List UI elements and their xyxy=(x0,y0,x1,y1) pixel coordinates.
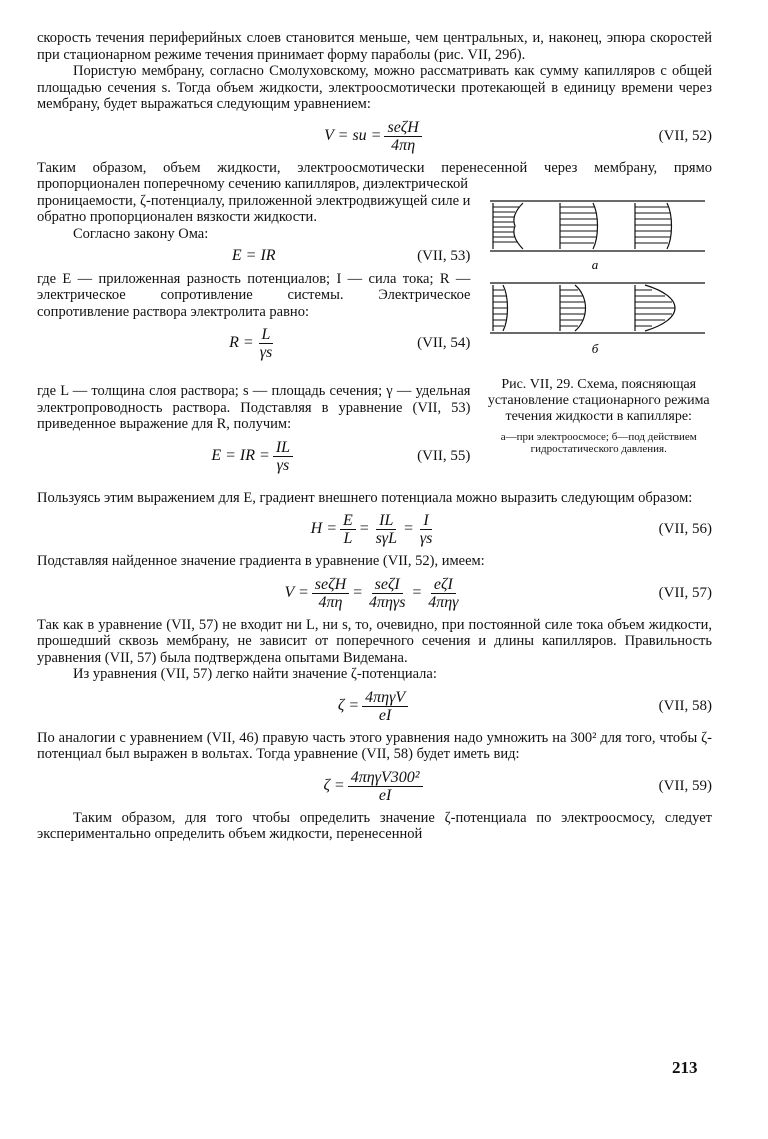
paragraph: Таким образом, для того чтобы определить значение ζ-потенциала по электроосмосу, следует экспериментально определить объем жидкости, перенесенной xyxy=(37,809,712,842)
figure-label-b: б xyxy=(592,340,599,356)
equation-vii-59: ζ = $\frac{\text{4πηγV300²}}{eI}$ (VII, 59) xyxy=(323,768,712,804)
capillary-flow-diagram xyxy=(485,193,710,363)
equation-vii-55: E = IR = $\frac{IL}{\gamma s}$ (VII, 55) xyxy=(211,438,471,474)
equation-number: (VII, 57) xyxy=(658,584,712,601)
equation-number: (VII, 55) xyxy=(417,447,471,464)
figure-caption: Рис. VII, 29. Схема, поясняющая установление стационарного режима течения жидкости в капилляре: xyxy=(487,377,710,424)
paragraph: Пористую мембрану, согласно Смолуховскому, можно рассматривать как сумму капилляров с общей площадью сечения s. Тогда объем жидкости, электроосмотически протекающей в единицу времени через мембрану, будет выражаться следующим уравнением: xyxy=(37,63,712,112)
equation-number: (VII, 58) xyxy=(658,697,712,714)
paragraph: Таким образом, объем жидкости, электроосмотически перенесенной через мембрану, прямо пропорционален поперечному сечению капилляров, диэлектрической xyxy=(37,159,712,192)
paragraph: Согласно закону Ома: xyxy=(73,225,209,242)
equation-vii-58: ζ = $\frac{\text{4πηγV}}{eI}$ (VII, 58) xyxy=(337,688,712,724)
equation-number: (VII, 52) xyxy=(658,127,712,144)
paragraph: Так как в уравнение (VII, 57) не входит ни L, ни s, то, очевидно, при постоянной силе тока объем жидкости, прошедший сквозь мембрану, не зависит от поперечного сечения и длины капилляров. Правильность уравнения (VII, 57) была подтверждена опытами Видемана. xyxy=(37,616,712,666)
paragraph: проницаемости, ζ-потенциалу, приложенной электродвижущей силе и обратно пропорционален вязкости жидкости. xyxy=(37,192,471,225)
page-number: 213 xyxy=(672,1058,698,1077)
paragraph: где L — толщина слоя раствора; s — площадь сечения; γ — удельная электропроводность раствора. Подставляя в уравнение (VII, 53) приведенное выражение для R, получим: xyxy=(37,383,471,432)
equation-vii-54: R = $\frac{L}{\gamma s}$ (VII, 54) xyxy=(229,326,471,361)
equation-number: (VII, 59) xyxy=(658,777,712,794)
paragraph: Подставляя найденное значение градиента в уравнение (VII, 52), имеем: xyxy=(37,553,485,569)
equation-vii-52: V = su = $\frac{\text{seζH}}{4\pi\eta}$ (VII, 52) xyxy=(324,118,712,154)
paragraph: Пользуясь этим выражением для E, градиент внешнего потенциала можно выразить следующим образом: xyxy=(37,489,693,506)
equation-number: (VII, 54) xyxy=(417,335,471,352)
equation-vii-57: V = $\frac{\text{seζH}}{4\pi\eta}$ = $\frac{\text{seζI}}{\text{4πηγs}}$ = $\frac{\text{eζI}}{\text{4πηγ}}$ (VII, 57) xyxy=(284,575,712,611)
page-body xyxy=(37,30,712,843)
figure-vii-29 xyxy=(485,193,712,480)
paragraph: скорость течения периферийных слоев становится меньше, чем центральных, и, наконец, эпюра скоростей при стационарном режиме течения принимает форму параболы (рис. VII, 29б). xyxy=(37,30,712,63)
text-with-figure xyxy=(37,193,712,480)
figure-note: а—при электроосмосе; б—под действием гидростатического давления. xyxy=(500,431,697,455)
equation-vii-56: H = $\frac{E}{L}$ = $\frac{IL}{\text{sγL}}$ = $\frac{I}{\gamma s}$ (VII, 56) xyxy=(310,512,712,547)
paragraph: где E — приложенная разность потенциалов; I — сила тока; R — электрическое сопротивление системы. Электрическое сопротивление раствора электролита равно: xyxy=(37,270,471,320)
equation-number: (VII, 53) xyxy=(417,248,471,264)
paragraph: По аналогии с уравнением (VII, 46) правую часть этого уравнения надо умножить на 300² для того, чтобы ζ-потенциал был выражен в вольтах. Тогда уравнение (VII, 58) будет иметь вид: xyxy=(37,729,712,762)
left-column xyxy=(37,193,470,480)
figure-label-a: а xyxy=(592,256,599,272)
equation-vii-53: E = IR (VII, 53) xyxy=(231,247,471,264)
paragraph: Из уравнения (VII, 57) легко найти значение ζ-потенциала: xyxy=(73,666,437,682)
equation-number: (VII, 56) xyxy=(658,521,712,538)
